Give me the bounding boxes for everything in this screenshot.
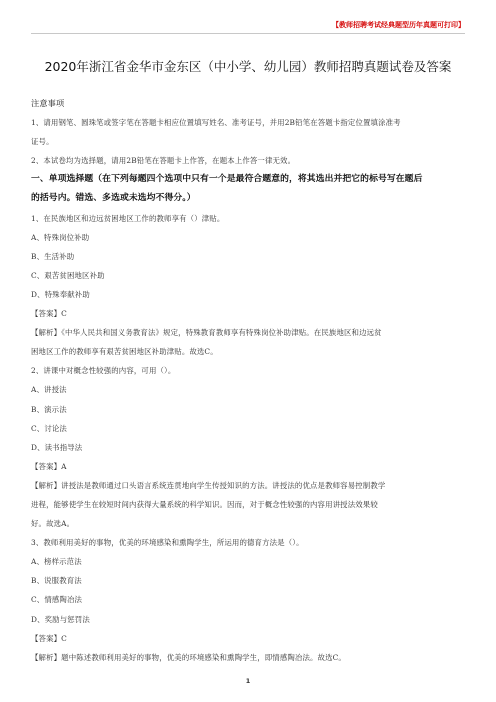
question-answer: 【答案】A <box>31 461 67 471</box>
header-note: 【教师招聘考试经典题型历年真题可打印】 <box>332 21 465 29</box>
question-explanation: 好。故选A。 <box>31 519 75 529</box>
notice-heading: 注意事项 <box>31 98 65 108</box>
section-heading: 的括号内。错选、多选或未选均不得分。） <box>31 193 196 204</box>
question-stem: 1、在民族地区和边远贫困地区工作的教师享有（）津贴。 <box>31 213 225 223</box>
notice-item: 1、请用钢笔、圆珠笔或签字笔在答题卡相应位置填写姓名、准考证号，并用2B铅笔在答题卡指定位置填涂准考 <box>31 118 401 128</box>
question-stem: 2、讲课中对概念性较强的内容，可用（）。 <box>31 366 176 376</box>
question-option: A、特殊岗位补助 <box>31 232 90 242</box>
question-explanation: 【解析】《中华人民共和国义务教育法》规定，特殊教育教师享有特殊岗位补助津贴。在民族地区和边远贫 <box>31 328 382 338</box>
question-explanation: 困地区工作的教师享有艰苦贫困地区补助津贴。故选C。 <box>31 347 218 357</box>
question-option: C、情感陶冶法 <box>31 595 83 605</box>
document-body <box>31 94 465 667</box>
page-number: 1 <box>245 677 251 685</box>
section-heading: 一、单项选择题（在下列每题四个选项中只有一个是最符合题意的，将其选出并把它的标号写在题后 <box>31 174 423 185</box>
question-explanation: 进程，能够使学生在较短时间内获得大量系统的科学知识。因而，对于概念性较强的内容用讲授法效果较 <box>31 499 378 509</box>
question-option: B、演示法 <box>31 404 67 414</box>
question-option: A、讲授法 <box>31 385 67 395</box>
question-answer: 【答案】C <box>31 633 67 643</box>
question-option: A、榜样示范法 <box>31 557 82 567</box>
question-option: B、说服教育法 <box>31 576 82 586</box>
question-stem: 3、教师利用美好的事物，优美的环境感染和熏陶学生，所运用的德育方法是（）。 <box>31 538 304 548</box>
question-option: D、奖励与惩罚法 <box>31 614 90 624</box>
question-explanation: 【解析】讲授法是教师通过口头语言系统连贯地向学生传授知识的方法。讲授法的优点是教师容易控制教学 <box>31 480 386 490</box>
notice-item: 2、本试卷均为选择题，请用2B铅笔在答题卡上作答，在题本上作答一律无效。 <box>31 156 296 166</box>
question-explanation: 【解析】题中陈述教师利用美好的事物，优美的环境感染和熏陶学生，即情感陶冶法。故选C。 <box>31 652 346 662</box>
document-title: 2020年浙江省金华市金东区（中小学、幼儿园）教师招聘真题试卷及答案 <box>44 59 452 74</box>
header-divider <box>31 33 465 34</box>
question-option: C、艰苦贫困地区补助 <box>31 270 105 280</box>
question-option: B、生活补助 <box>31 251 75 261</box>
question-answer: 【答案】C <box>31 309 67 319</box>
notice-item: 证号。 <box>31 137 54 147</box>
question-option: D、读书指导法 <box>31 442 83 452</box>
question-option: C、讨论法 <box>31 423 67 433</box>
question-option: D、特殊奉献补助 <box>31 289 90 299</box>
